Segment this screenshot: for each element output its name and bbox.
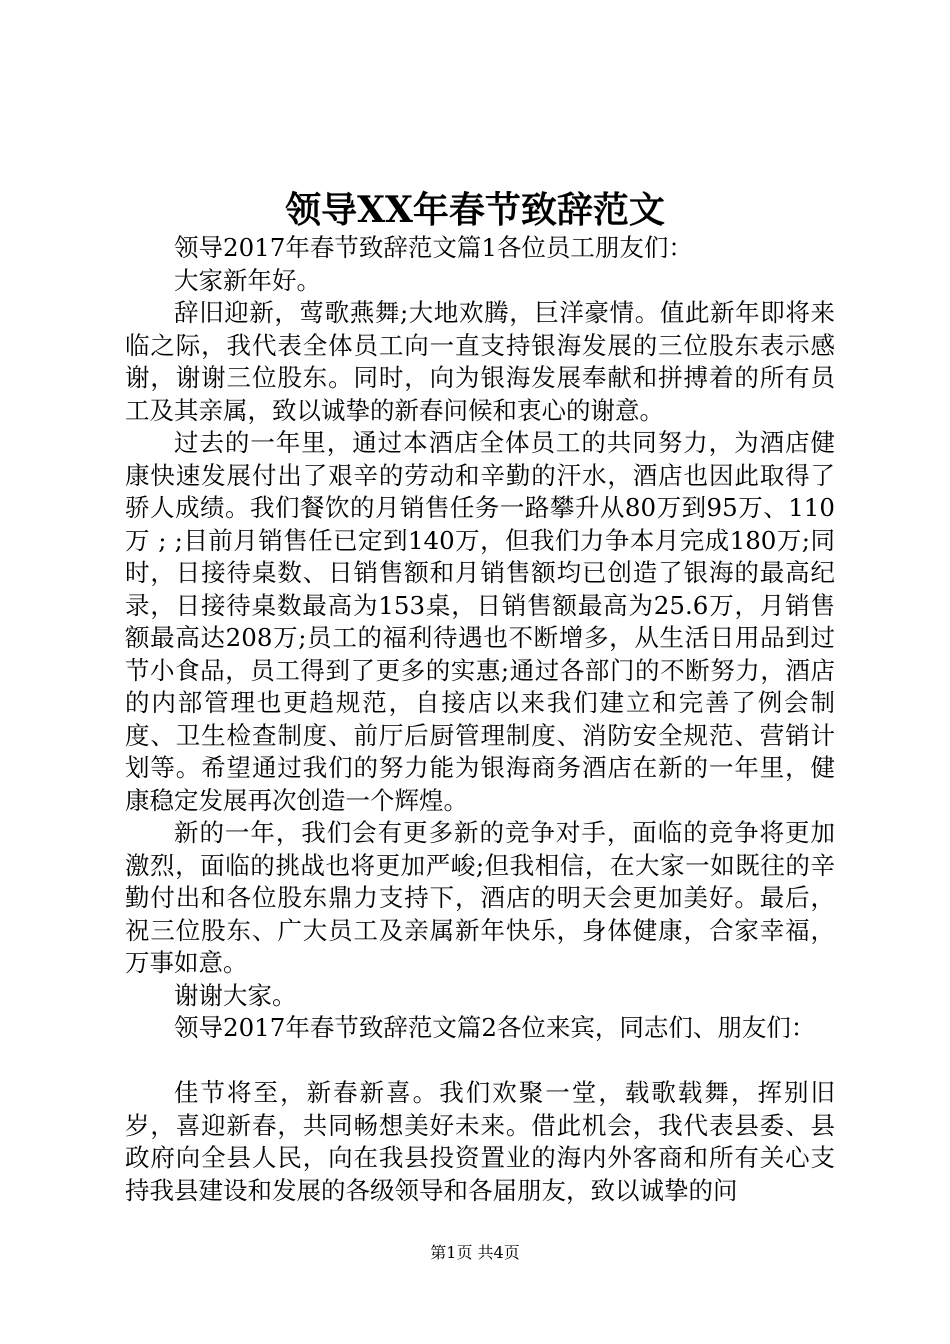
paragraph-review: 过去的一年里，通过本酒店全体员工的共同努力，为酒店健康快速发展付出了艰辛的劳动和辛勤的汗水，酒店也因此取得了骄人成绩。我们餐饮的月销售任务一路攀升从80万到95万、110万 ; ;目前月销售任已定到140万，但我们力争本月完成180万;同时，日接待桌数、日销售额和月销售额均已创造了银海的最高纪录，日接待桌数最高为153桌，日销售额最高为25.6万，月销售额最高达208万;员工的福利待遇也不断增多，从生活日用品到过节小食品，员工得到了更多的实惠;通过各部门的不断努力，酒店的内部管理也更趋规范，自接店以来我们建立和完善了例会制度、卫生检查制度、前厅后厨管理制度、消防安全规范、营销计划等。希望通过我们的努力能为银海商务酒店在新的一年里，健康稳定发展再次创造一个辉煌。 [125, 428, 835, 815]
paragraph-closing: 谢谢大家。 [174, 980, 297, 1010]
paragraph-new-year: 大家新年好。 [174, 265, 321, 295]
paragraph-greeting-2: 领导2017年春节致辞范文篇2各位来宾，同志们、朋友们： [174, 1013, 816, 1042]
page-number: 第1页 共4页 [430, 1243, 520, 1262]
paragraph-greeting-1: 领导2017年春节致辞范文篇1各位员工朋友们： [174, 233, 693, 262]
paragraph-festival: 佳节将至，新春新喜。我们欢聚一堂，载歌载舞，挥别旧岁，喜迎新春，共同畅想美好未来。借此机会，我代表县委、县政府向全县人民，向在我县投资置业的海内外客商和所有关心支持我县建设和发展的各级领导和各届朋友，致以诚挚的问 [125, 1078, 835, 1205]
page-title: 领导XX年春节致辞范文 [285, 189, 665, 231]
paragraph-thanks: 辞旧迎新，莺歌燕舞;大地欢腾，巨洋豪情。值此新年即将来临之际，我代表全体员工向一直支持银海发展的三位股东表示感谢，谢谢三位股东。同时，向为银海发展奉献和拼搏着的所有员工及其亲属，致以诚挚的新春问候和衷心的谢意。 [125, 298, 835, 425]
paragraph-outlook: 新的一年，我们会有更多新的竞争对手，面临的竞争将更加激烈，面临的挑战也将更加严峻;但我相信，在大家一如既往的辛勤付出和各位股东鼎力支持下，酒店的明天会更加美好。最后，祝三位股东、广大员工及亲属新年快乐，身体健康，合家幸福，万事如意。 [125, 818, 835, 977]
document-body [125, 232, 835, 1207]
